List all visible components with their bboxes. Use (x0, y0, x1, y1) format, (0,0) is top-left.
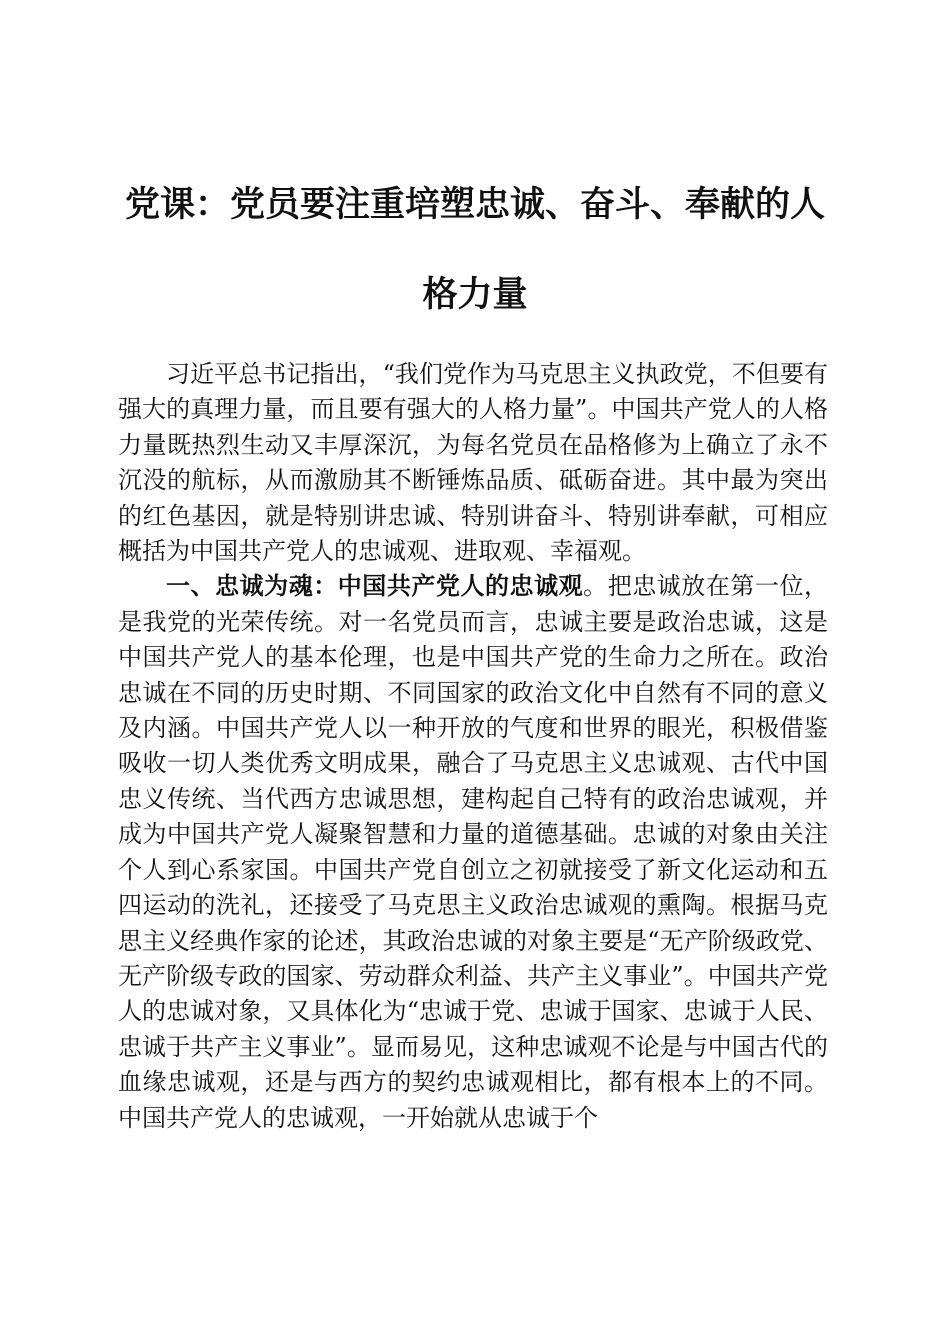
section-1-text: 。把忠诚放在第一位，是我党的光荣传统。对一名党员而言，忠诚主要是政治忠诚，这是中国共产党人的基本伦理，也是中国共产党的生命力之所在。政治忠诚在不同的历史时期、不同国家的政治文化中自然有不同的意义及内涵。中国共产党人以一种开放的气度和世界的眼光，积极借鉴吸收一切人类优秀文明成果，融合了马克思主义忠诚观、古代中国忠义传统、当代西方忠诚思想，建构起自己特有的政治忠诚观，并成为中国共产党人凝聚智慧和力量的道德基础。忠诚的对象由关注个人到心系家国。中国共产党自创立之初就接受了新文化运动和五四运动的洗礼，还接受了马克思主义政治忠诚观的熏陶。根据马克思主义经典作家的论述，其政治忠诚的对象主要是“无产阶级政党、无产阶级专政的国家、劳动群众利益、共产主义事业”。中国共产党人的忠诚对象，又具体化为“忠诚于党、忠诚于国家、忠诚于人民、忠诚于共产主义事业”。显而易见，这种忠诚观不论是与中国古代的血缘忠诚观，还是与西方的契约忠诚观相比，都有根本上的不同。中国共产党人的忠诚观，一开始就从忠诚于个 (118, 572, 829, 1132)
paragraph-section-1 (118, 569, 828, 1136)
paragraph-intro-text: 习近平总书记指出，“我们党作为马克思主义执政党，不但要有强大的真理力量，而且要有强大的人格力量”。中国共产党人的人格力量既热烈生动又丰厚深沉，为每名党员在品格修为上确立了永不沉没的航标，从而激励其不断锤炼品质、砥砺奋进。其中最为突出的红色基因，就是特别讲忠诚、特别讲奋斗、特别讲奉献，可相应概括为中国共产党人的忠诚观、进取观、幸福观。 (118, 360, 828, 566)
document-body (118, 357, 828, 1136)
paragraph-intro (118, 357, 828, 569)
section-1-heading: 一、忠诚为魂：中国共产党人的忠诚观 (166, 572, 584, 601)
document-title: 党课：党员要注重培塑忠诚、奋斗、奉献的人格力量 (124, 184, 825, 315)
